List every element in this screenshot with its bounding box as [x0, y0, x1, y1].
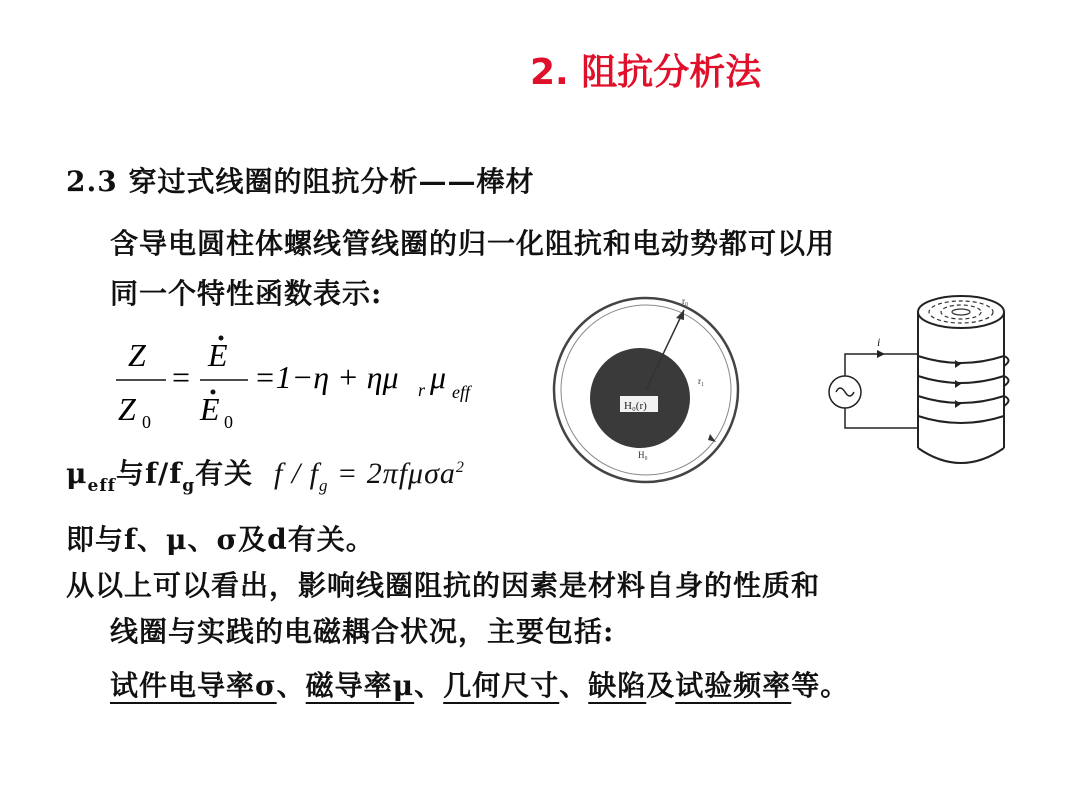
rod-cross-section-figure — [548, 290, 748, 490]
field-label: H₀(r) — [624, 400, 647, 412]
formula-eff-sub: eff — [452, 382, 470, 402]
coil-turn-2 — [918, 376, 1009, 386]
wire-current-arrow — [877, 350, 885, 358]
intro-line-2: 同一个特性函数表示: — [110, 277, 383, 310]
formula-mu-r-sub: r — [418, 380, 426, 400]
mu-symbol: μ — [66, 457, 88, 490]
factor-geometry: 几何尺寸 — [443, 669, 560, 702]
formula-z: Z — [128, 337, 146, 373]
relation-line — [66, 452, 465, 496]
factor-defect: 缺陷 — [588, 669, 647, 702]
field-direction-arrow — [708, 434, 716, 442]
intro-line-1: 含导电圆柱体螺线管线圈的归一化阻抗和电动势都可以用 — [110, 227, 836, 260]
field-label-h0: H₀ — [638, 450, 648, 460]
coil-turn-1 — [918, 356, 1009, 366]
formula-z0-sub: 0 — [142, 412, 151, 432]
eff-sub: eff — [87, 476, 116, 496]
formula-e: E — [208, 337, 228, 373]
frequency-ratio-formula: $f / f_g = 2\pi f\mu\sigma a^2$ — [273, 457, 465, 495]
g-sub: g — [182, 476, 196, 496]
coil-turn-4 — [918, 416, 1004, 423]
coil-turn-3 — [918, 396, 1009, 406]
impedance-formula — [108, 330, 528, 440]
wire-bottom — [845, 408, 918, 428]
factor-permeability: 磁导率μ — [305, 669, 415, 702]
separator: 及 — [646, 669, 676, 702]
wire-top — [845, 354, 918, 376]
equals-1: = — [172, 359, 191, 395]
radius-label-r0: r₀ — [682, 296, 689, 306]
paragraph-line-2: 线圈与实践的电磁耦合状况，主要包括: — [110, 615, 615, 648]
paragraph-line-1: 从以上可以看出，影响线圈阻抗的因素是材料自身的性质和 — [66, 569, 821, 602]
relation-text-b: 有关 — [195, 457, 254, 490]
radius-label-r1: r₁ — [698, 376, 705, 386]
section-heading: 2.3 穿过式线圈的阻抗分析——棒材 — [66, 165, 535, 198]
cylinder-bottom — [918, 448, 1004, 463]
solenoid-coil-figure — [815, 288, 1035, 478]
separator: 、 — [414, 669, 444, 702]
factor-conductivity: 试件电导率σ — [110, 669, 277, 702]
separator: 等。 — [791, 669, 850, 702]
current-label: i — [877, 335, 881, 349]
separator: 、 — [276, 669, 306, 702]
current-arrow-1 — [955, 360, 961, 368]
factor-frequency: 试验频率 — [675, 669, 792, 702]
formula-e0: E — [200, 391, 220, 427]
factors-line — [110, 664, 849, 704]
current-arrow-3 — [955, 400, 961, 408]
formula-rhs: =1−η + ημ — [254, 359, 399, 395]
formula-z0: Z — [118, 391, 136, 427]
separator: 、 — [559, 669, 589, 702]
formula-e0-sub: 0 — [224, 412, 233, 432]
relation-text-a: 与f/f — [115, 457, 183, 490]
current-arrow-2 — [955, 380, 961, 388]
page-title: 2. 阻抗分析法 — [530, 52, 762, 93]
dependency-line: 即与f、μ、σ及d有关。 — [66, 523, 375, 556]
radius-arrow — [676, 310, 684, 320]
formula-mu2: μ — [430, 359, 447, 395]
